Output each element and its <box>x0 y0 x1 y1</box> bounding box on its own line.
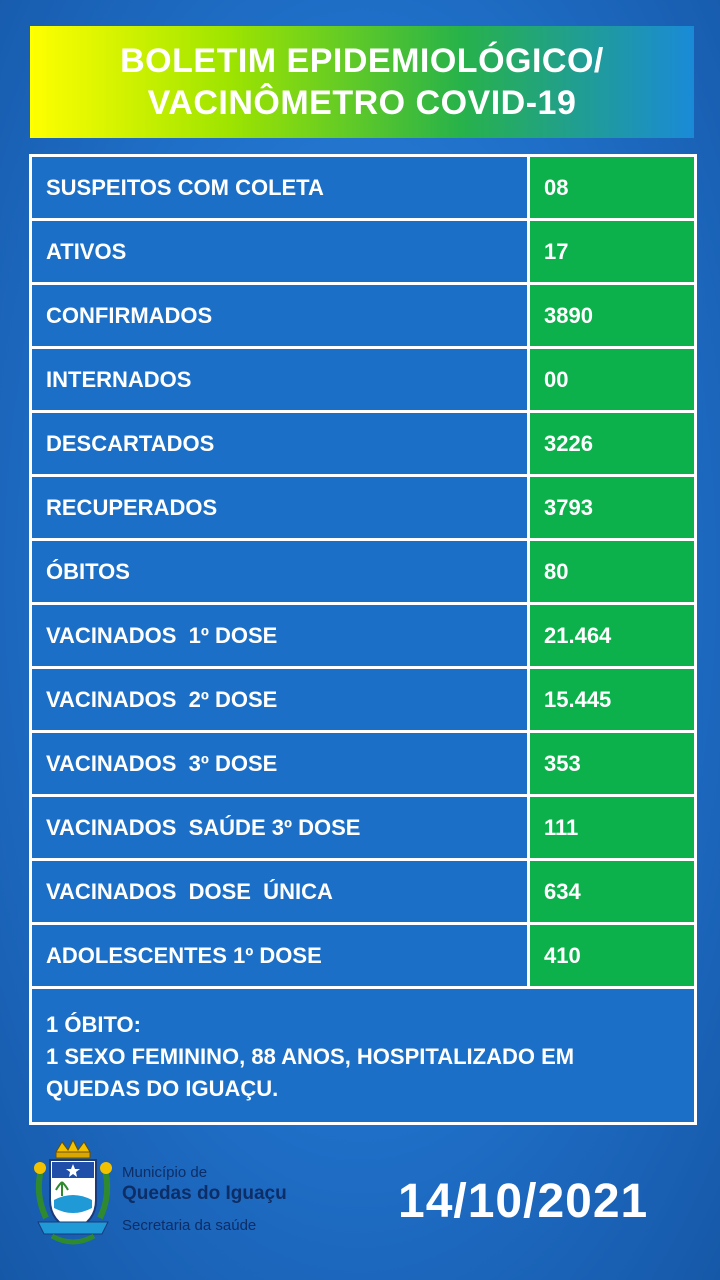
bulletin-table <box>29 154 697 1125</box>
row-value: 00 <box>530 349 694 410</box>
note-line-3: QUEDAS DO IGUAÇU. <box>46 1076 279 1101</box>
row-label: VACINADOS SAÚDE 3º DOSE <box>32 797 530 858</box>
coat-of-arms-icon <box>28 1138 118 1248</box>
row-label: VACINADOS DOSE ÚNICA <box>32 861 530 922</box>
row-label: VACINADOS 2º DOSE <box>32 669 530 730</box>
table-row <box>32 285 694 349</box>
title-banner <box>30 26 694 138</box>
row-label: SUSPEITOS COM COLETA <box>32 157 530 218</box>
city-name: Quedas do Iguaçu <box>122 1183 287 1204</box>
row-value: 15.445 <box>530 669 694 730</box>
row-value: 17 <box>530 221 694 282</box>
row-label: DESCARTADOS <box>32 413 530 474</box>
bulletin-date: 14/10/2021 <box>398 1175 649 1228</box>
table-row <box>32 605 694 669</box>
row-label: ATIVOS <box>32 221 530 282</box>
death-note <box>32 989 694 1122</box>
row-value: 634 <box>530 861 694 922</box>
row-label: ADOLESCENTES 1º DOSE <box>32 925 530 986</box>
table-row <box>32 861 694 925</box>
note-line-1: 1 ÓBITO: <box>46 1012 141 1037</box>
row-value: 21.464 <box>530 605 694 666</box>
department-name: Secretaria da saúde <box>122 1217 257 1234</box>
title-line-2: VACINÔMETRO COVID-19 <box>147 84 577 122</box>
table-row <box>32 733 694 797</box>
table-row <box>32 541 694 605</box>
row-value: 08 <box>530 157 694 218</box>
title-line-1: BOLETIM EPIDEMIOLÓGICO/ <box>120 42 604 80</box>
row-label: VACINADOS 1º DOSE <box>32 605 530 666</box>
table-row <box>32 221 694 285</box>
table-row <box>32 669 694 733</box>
row-label: VACINADOS 3º DOSE <box>32 733 530 794</box>
municipio-label: Município de <box>122 1164 208 1181</box>
row-value: 353 <box>530 733 694 794</box>
table-row <box>32 477 694 541</box>
row-value: 3793 <box>530 477 694 538</box>
note-line-2: 1 SEXO FEMININO, 88 ANOS, HOSPITALIZADO EM <box>46 1044 575 1069</box>
row-label: INTERNADOS <box>32 349 530 410</box>
table-row <box>32 797 694 861</box>
row-value: 3890 <box>530 285 694 346</box>
table-row <box>32 157 694 221</box>
row-value: 3226 <box>530 413 694 474</box>
table-row <box>32 925 694 989</box>
row-value: 410 <box>530 925 694 986</box>
row-label: ÓBITOS <box>32 541 530 602</box>
table-row <box>32 413 694 477</box>
row-value: 111 <box>530 797 694 858</box>
row-label: CONFIRMADOS <box>32 285 530 346</box>
table-row <box>32 349 694 413</box>
organization-block <box>122 1164 287 1234</box>
row-label: RECUPERADOS <box>32 477 530 538</box>
row-value: 80 <box>530 541 694 602</box>
